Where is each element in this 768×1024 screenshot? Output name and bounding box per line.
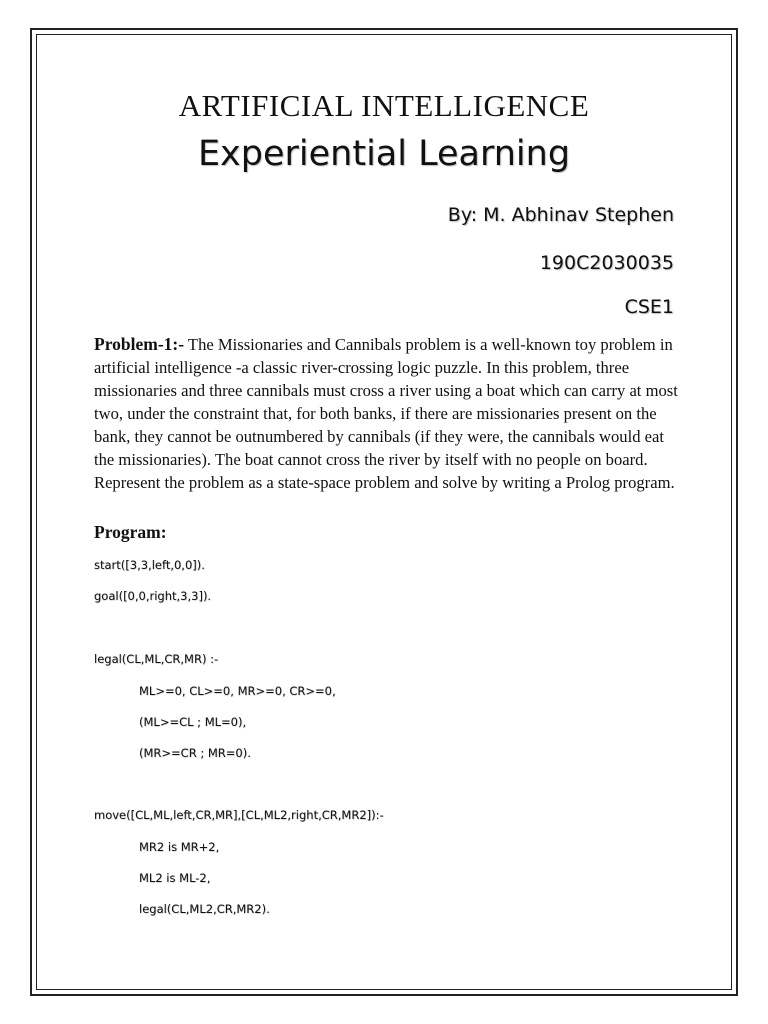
code-line: MR2 is MR+2,	[139, 840, 220, 854]
problem-statement	[94, 333, 684, 494]
code-line: legal(CL,ML2,CR,MR2).	[139, 902, 270, 916]
code-line: start([3,3,left,0,0]).	[94, 558, 205, 572]
problem-text: The Missionaries and Cannibals problem is a well-known toy problem in artificial intelligence -a classic river-crossing logic puzzle. In this problem, three missionaries and three cannibals must cross a river using a boat which can carry at most two, under the constraint that, for both banks, if there are missionaries present on the bank, they cannot be outnumbered by cannibals (if they were, the cannibals would eat the missionaries). The boat cannot cross the river by itself with no people on board. Represent the problem as a state-space problem and solve by writing a Prolog program.	[94, 335, 678, 492]
code-line: (ML>=CL ; ML=0),	[139, 715, 247, 729]
code-line: legal(CL,ML,CR,MR) :-	[94, 652, 219, 666]
code-line: move([CL,ML,left,CR,MR],[CL,ML2,right,CR,MR2]):-	[94, 808, 384, 822]
code-line: ML2 is ML-2,	[139, 871, 211, 885]
document-subtitle: Experiential Learning	[197, 134, 571, 174]
roll-number: 190C2030035	[539, 252, 674, 274]
author-line: By: M. Abhinav Stephen	[447, 204, 674, 226]
code-line: (MR>=CR ; MR=0).	[139, 746, 251, 760]
document-title: ARTIFICIAL INTELLIGENCE	[178, 88, 590, 123]
problem-label: Problem-1:-	[94, 334, 185, 354]
code-line: goal([0,0,right,3,3]).	[94, 589, 212, 603]
department: CSE1	[624, 296, 674, 318]
program-heading: Program:	[94, 522, 167, 542]
code-line: ML>=0, CL>=0, MR>=0, CR>=0,	[139, 684, 336, 698]
